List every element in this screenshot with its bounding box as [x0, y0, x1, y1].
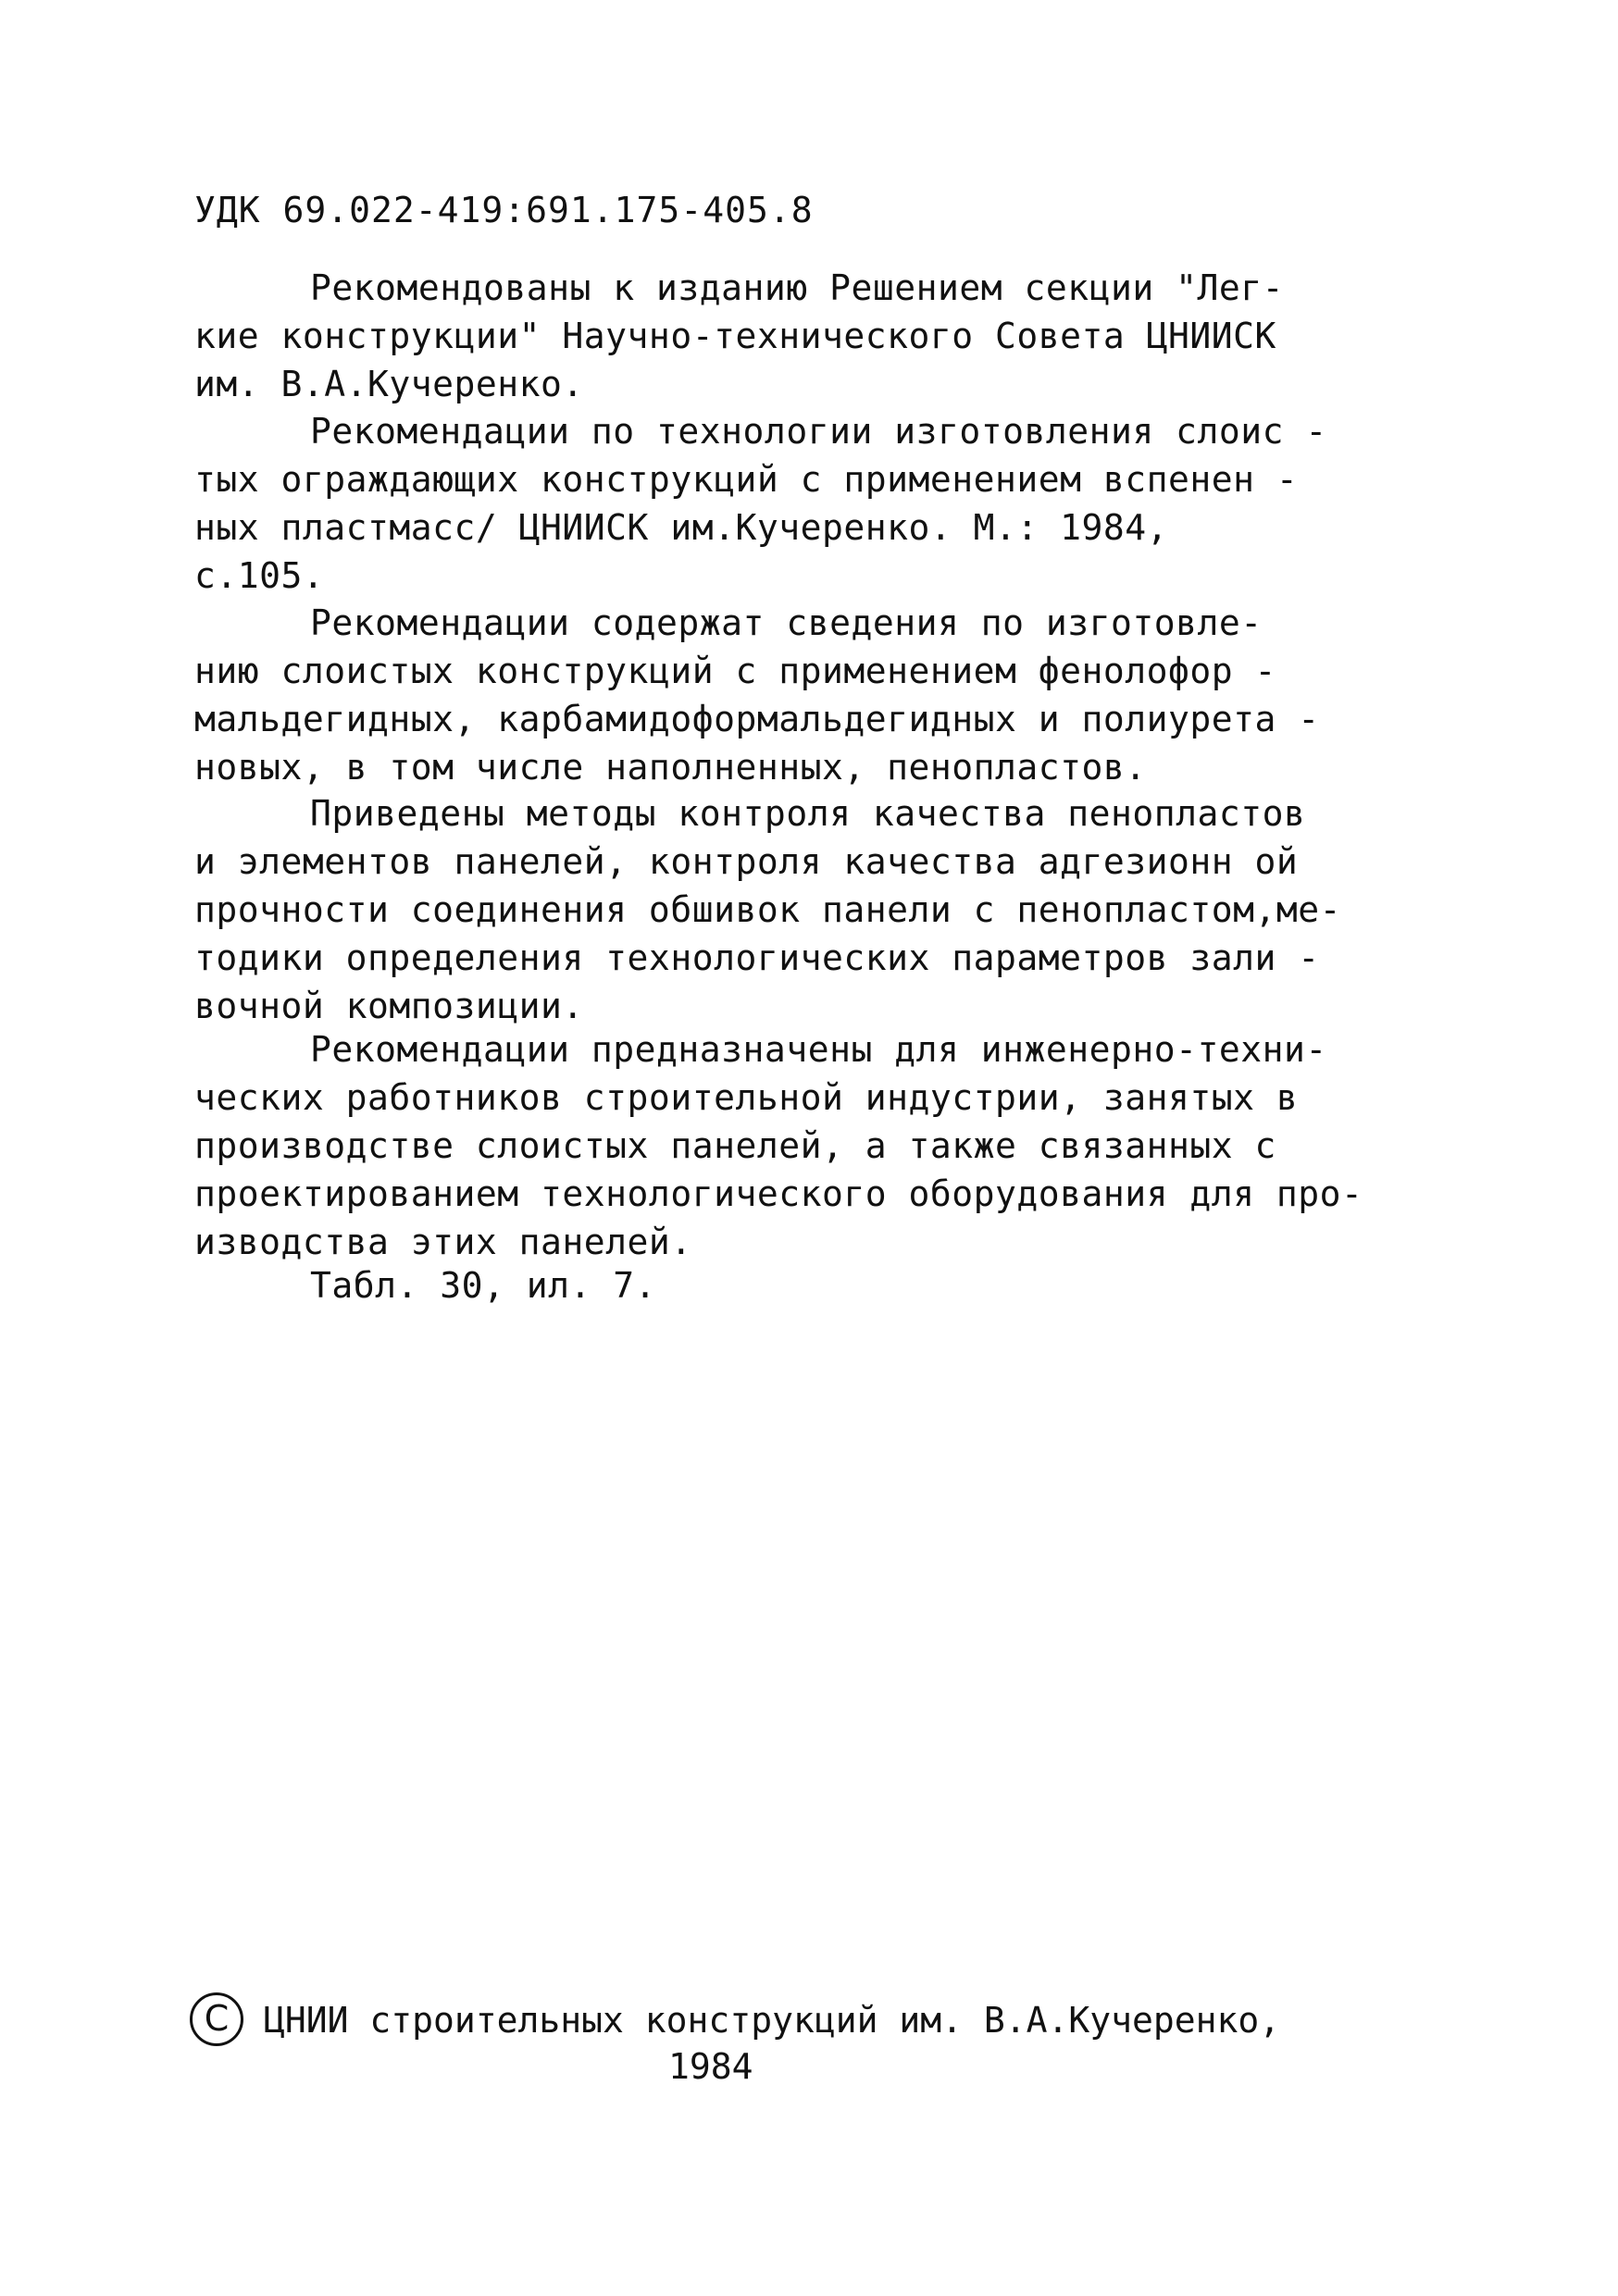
- paragraph-line: Рекомендации содержат сведения по изготовле-: [310, 602, 1263, 643]
- paragraph-line: Табл. 30, ил. 7.: [310, 1265, 657, 1306]
- udk-code: УДК 69.022-419:691.175-405.8: [194, 190, 814, 230]
- paragraph-line: нию слоистых конструкций с применением фенолофор -: [194, 651, 1276, 691]
- copyright-year: 1984: [668, 2046, 753, 2087]
- paragraph-audience: [194, 1025, 1435, 1266]
- paragraph-line: новых, в том числе наполненных, пенопластов.: [194, 747, 1147, 788]
- paragraph-recommendation: [194, 264, 1435, 408]
- paragraph-line: проектированием технологического оборудования для про-: [194, 1173, 1363, 1214]
- paragraph-line: ных пластмасс/ ЦНИИСК им.Кучеренко. М.: 1984,: [194, 507, 1169, 548]
- paragraph-line: производстве слоистых панелей, а также связанных с: [194, 1125, 1276, 1166]
- paragraph-line: вочной композиции.: [194, 986, 584, 1026]
- paragraph-line: Рекомендованы к изданию Решением секции "Лег-: [310, 267, 1285, 308]
- paragraph-line: изводства этих панелей.: [194, 1222, 692, 1262]
- paragraph-line: мальдегидных, карбамидоформальдегидных и полиурета -: [194, 699, 1320, 739]
- paragraph-line: тодики определения технологических параметров зали -: [194, 937, 1320, 978]
- paragraph-line: им. В.А.Кучеренко.: [194, 364, 584, 404]
- paragraph-line: Рекомендации предназначены для инженерно-техни-: [310, 1029, 1327, 1070]
- paragraph-methods: [194, 789, 1435, 1030]
- copyright-text: ЦНИИ строительных конструкций им. В.А.Кучеренко,: [264, 2000, 1281, 2041]
- paragraph-line: тых ограждающих конструкций с применением вспенен -: [194, 459, 1299, 500]
- paragraph-line: прочности соединения обшивок панели с пенопластом,ме-: [194, 889, 1342, 930]
- paragraph-contents: [194, 599, 1435, 791]
- copyright-icon: C: [190, 1992, 243, 2046]
- paragraph-line: Приведены методы контроля качества пенопластов: [310, 793, 1306, 834]
- paragraph-citation: [194, 407, 1435, 600]
- paragraph-line: и элементов панелей, контроля качества адгезионн ой: [194, 841, 1299, 882]
- paragraph-tables: [194, 1261, 1435, 1309]
- paragraph-line: кие конструкции" Научно-технического Совета ЦНИИСК: [194, 316, 1276, 356]
- paragraph-line: ческих работников строительной индустрии, занятых в: [194, 1077, 1299, 1118]
- paragraph-line: Рекомендации по технологии изготовления слоис -: [310, 411, 1327, 452]
- paragraph-line: с.105.: [194, 555, 325, 596]
- copyright-line: [190, 1994, 1486, 2050]
